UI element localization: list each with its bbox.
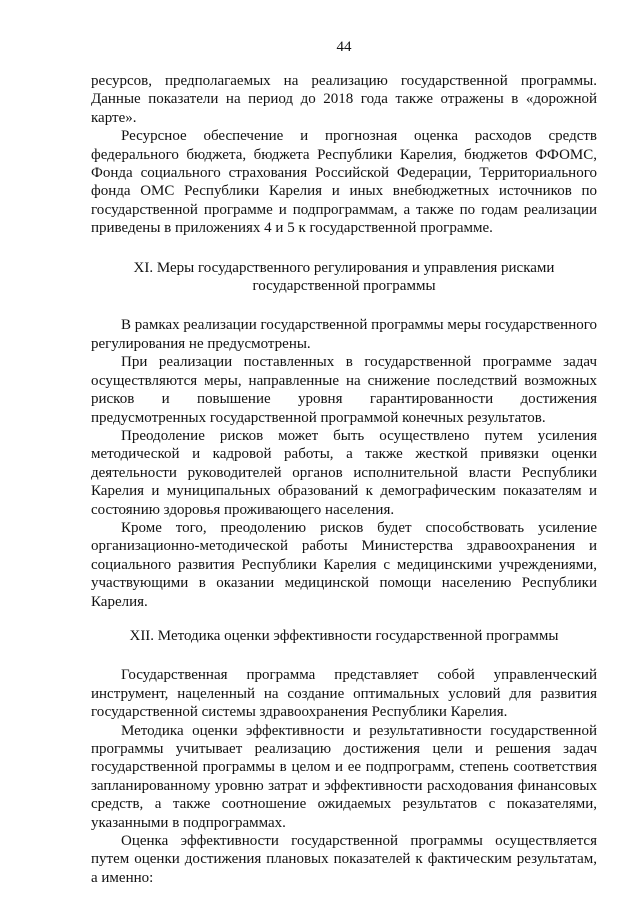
section-heading-xi: XI. Меры государственного регулирования и управления рисками государственной программы <box>133 259 555 295</box>
paragraph-xii-2: Методика оценки эффективности и результативности государственной программы учитывает реализацию достижения цели и решения задач государственной программы в целом и ее подпрограмм, степень соответствия запланированному уровню затрат и эффективности расходования финансовых средств, а также соотношение ожидаемых результатов с показателями, указанными в подпрограммах. <box>91 722 597 831</box>
section-heading-xii: XII. Методика оценки эффективности государственной программы <box>129 627 559 644</box>
paragraph-xii-1: Государственная программа представляет собой управленческий инструмент, нацеленный на создание оптимальных условий для развития государственной системы здравоохранения Республики Карелия. <box>91 667 597 721</box>
paragraph-resource-support: Ресурсное обеспечение и прогнозная оценка расходов средств федерального бюджета, бюджета Республики Карелия, бюджетов ФФОМС, Фонда социального страхования Российской Федерации, Территориального фонда ОМС Республики Карелия и иных внебюджетных источников по государственной программе и подпрограммам, а также по годам реализации приведены в приложениях 4 и 5 к государственной программе. <box>91 128 597 237</box>
paragraph-xi-2: При реализации поставленных в государственной программе задач осуществляются меры, направленные на снижение последствий возможных рисков и повышение уровня гарантированности достижения предусмотренных государственной программой конечных результатов. <box>91 354 597 426</box>
paragraph-intro-continuation: ресурсов, предполагаемых на реализацию государственной программы. Данные показатели на период до 2018 года также отражены в «дорожной карте». <box>91 73 597 126</box>
paragraph-xi-3: Преодоление рисков может быть осуществлено путем усиления методической и кадровой работы, а также жесткой привязки оценки деятельности руководителей органов исполнительной власти Республики Карелия и муниципальных образований к демографическим показателям и состоянию здоровья проживающего населения. <box>91 427 597 518</box>
page-number: 44 <box>336 39 352 55</box>
paragraph-xii-3: Оценка эффективности государственной программы осуществляется путем оценки достижения плановых показателей к фактическим результатам, а именно: <box>91 833 597 886</box>
paragraph-xi-1: В рамках реализации государственной программы меры государственного регулирования не предусмотрены. <box>91 317 597 352</box>
paragraph-xi-4: Кроме того, преодолению рисков будет способствовать усиление организационно-методической работы Министерства здравоохранения и социального развития Республики Карелия с медицинскими учреждениями, участвующими в оказании медицинской помощи населению Республики Карелия. <box>91 519 597 610</box>
